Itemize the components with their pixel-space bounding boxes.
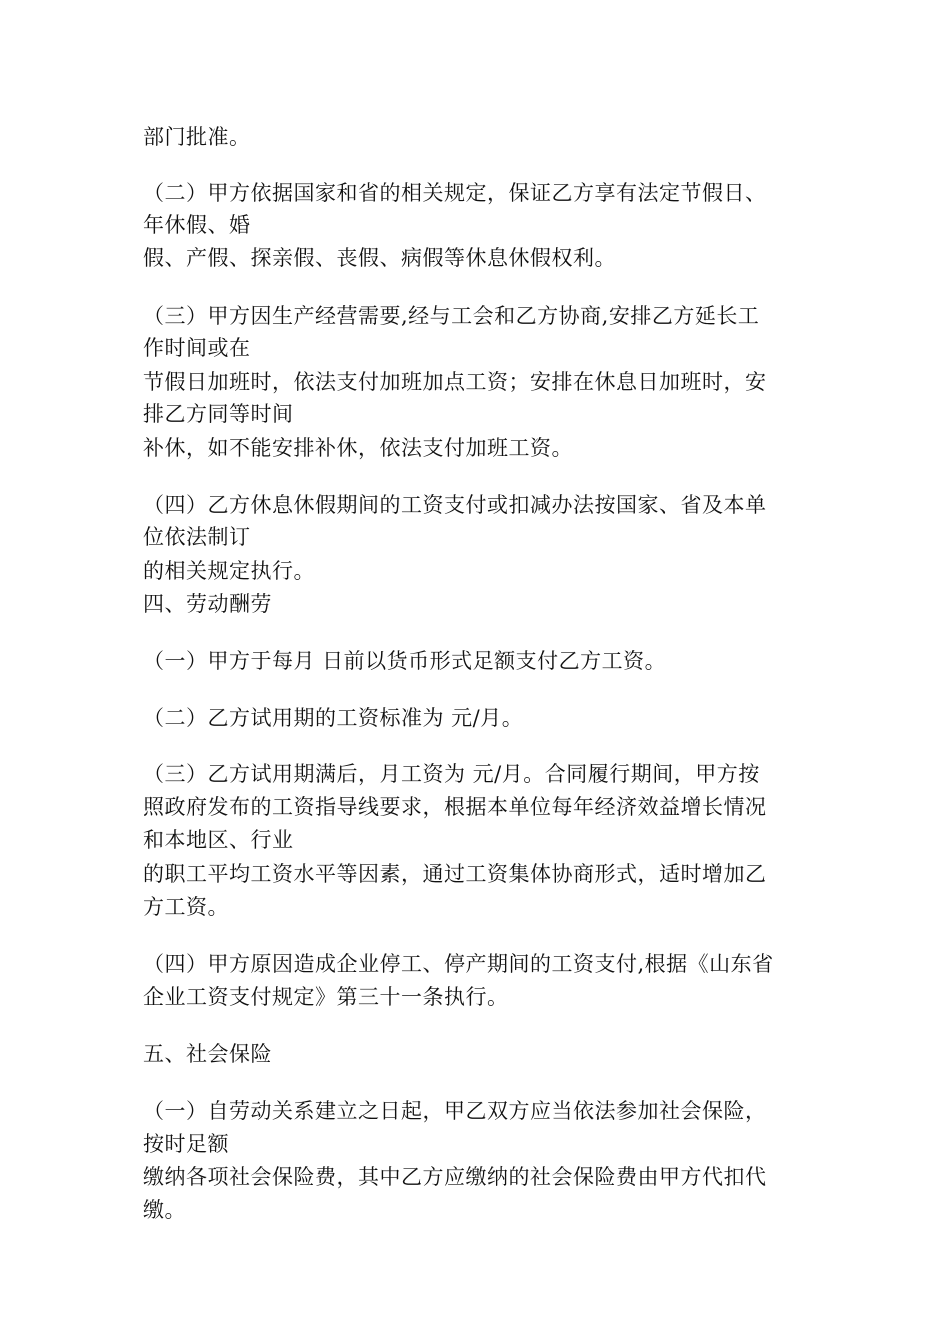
text-line: 缴纳各项社会保险费，其中乙方应缴纳的社会保险费由甲方代扣代 bbox=[143, 1165, 767, 1189]
text-line: （三）甲方因生产经营需要,经与工会和乙方协商,安排乙方延长工 bbox=[143, 304, 760, 328]
text-line: 的相关规定执行。 bbox=[143, 559, 315, 583]
text-line: （四）乙方休息休假期间的工资支付或扣减办法按国家、省及本单 bbox=[143, 493, 767, 517]
text-line: 节假日加班时，依法支付加班加点工资；安排在休息日加班时，安 bbox=[143, 370, 767, 394]
text-line: （三）乙方试用期满后，月工资为 元/月。合同履行期间，甲方按 bbox=[143, 762, 760, 786]
text-line: （一）自劳动关系建立之日起，甲乙双方应当依法参加社会保险， bbox=[143, 1099, 767, 1123]
text-line: 企业工资支付规定》第三十一条执行。 bbox=[143, 985, 509, 1009]
text-line: 部门批准。 bbox=[143, 125, 251, 149]
text-line: 缴。 bbox=[143, 1198, 186, 1222]
text-line: 假、产假、探亲假、丧假、病假等休息休假权利。 bbox=[143, 246, 616, 270]
text-line: 位依法制订 bbox=[143, 525, 251, 549]
text-line: （二）乙方试用期的工资标准为 元/月。 bbox=[143, 706, 524, 730]
text-line: 按时足额 bbox=[143, 1132, 229, 1156]
text-line: （四）甲方原因造成企业停工、停产期间的工资支付,根据《山东省 bbox=[143, 952, 774, 976]
text-line: 年休假、婚 bbox=[143, 213, 251, 237]
text-line: 照政府发布的工资指导线要求，根据本单位每年经济效益增长情况 bbox=[143, 795, 767, 819]
section-heading: 五、社会保险 bbox=[143, 1042, 272, 1066]
section-heading: 四、劳动酬劳 bbox=[143, 592, 272, 616]
text-line: 方工资。 bbox=[143, 895, 229, 919]
text-line: （一）甲方于每月 日前以货币形式足额支付乙方工资。 bbox=[143, 649, 667, 673]
text-line: 补休，如不能安排补休，依法支付加班工资。 bbox=[143, 436, 573, 460]
text-line: 和本地区、行业 bbox=[143, 828, 294, 852]
text-line: （二）甲方依据国家和省的相关规定，保证乙方享有法定节假日、 bbox=[143, 181, 767, 205]
text-line: 排乙方同等时间 bbox=[143, 402, 294, 426]
text-line: 的职工平均工资水平等因素，通过工资集体协商形式，适时增加乙 bbox=[143, 862, 767, 886]
text-line: 作时间或在 bbox=[143, 336, 251, 360]
